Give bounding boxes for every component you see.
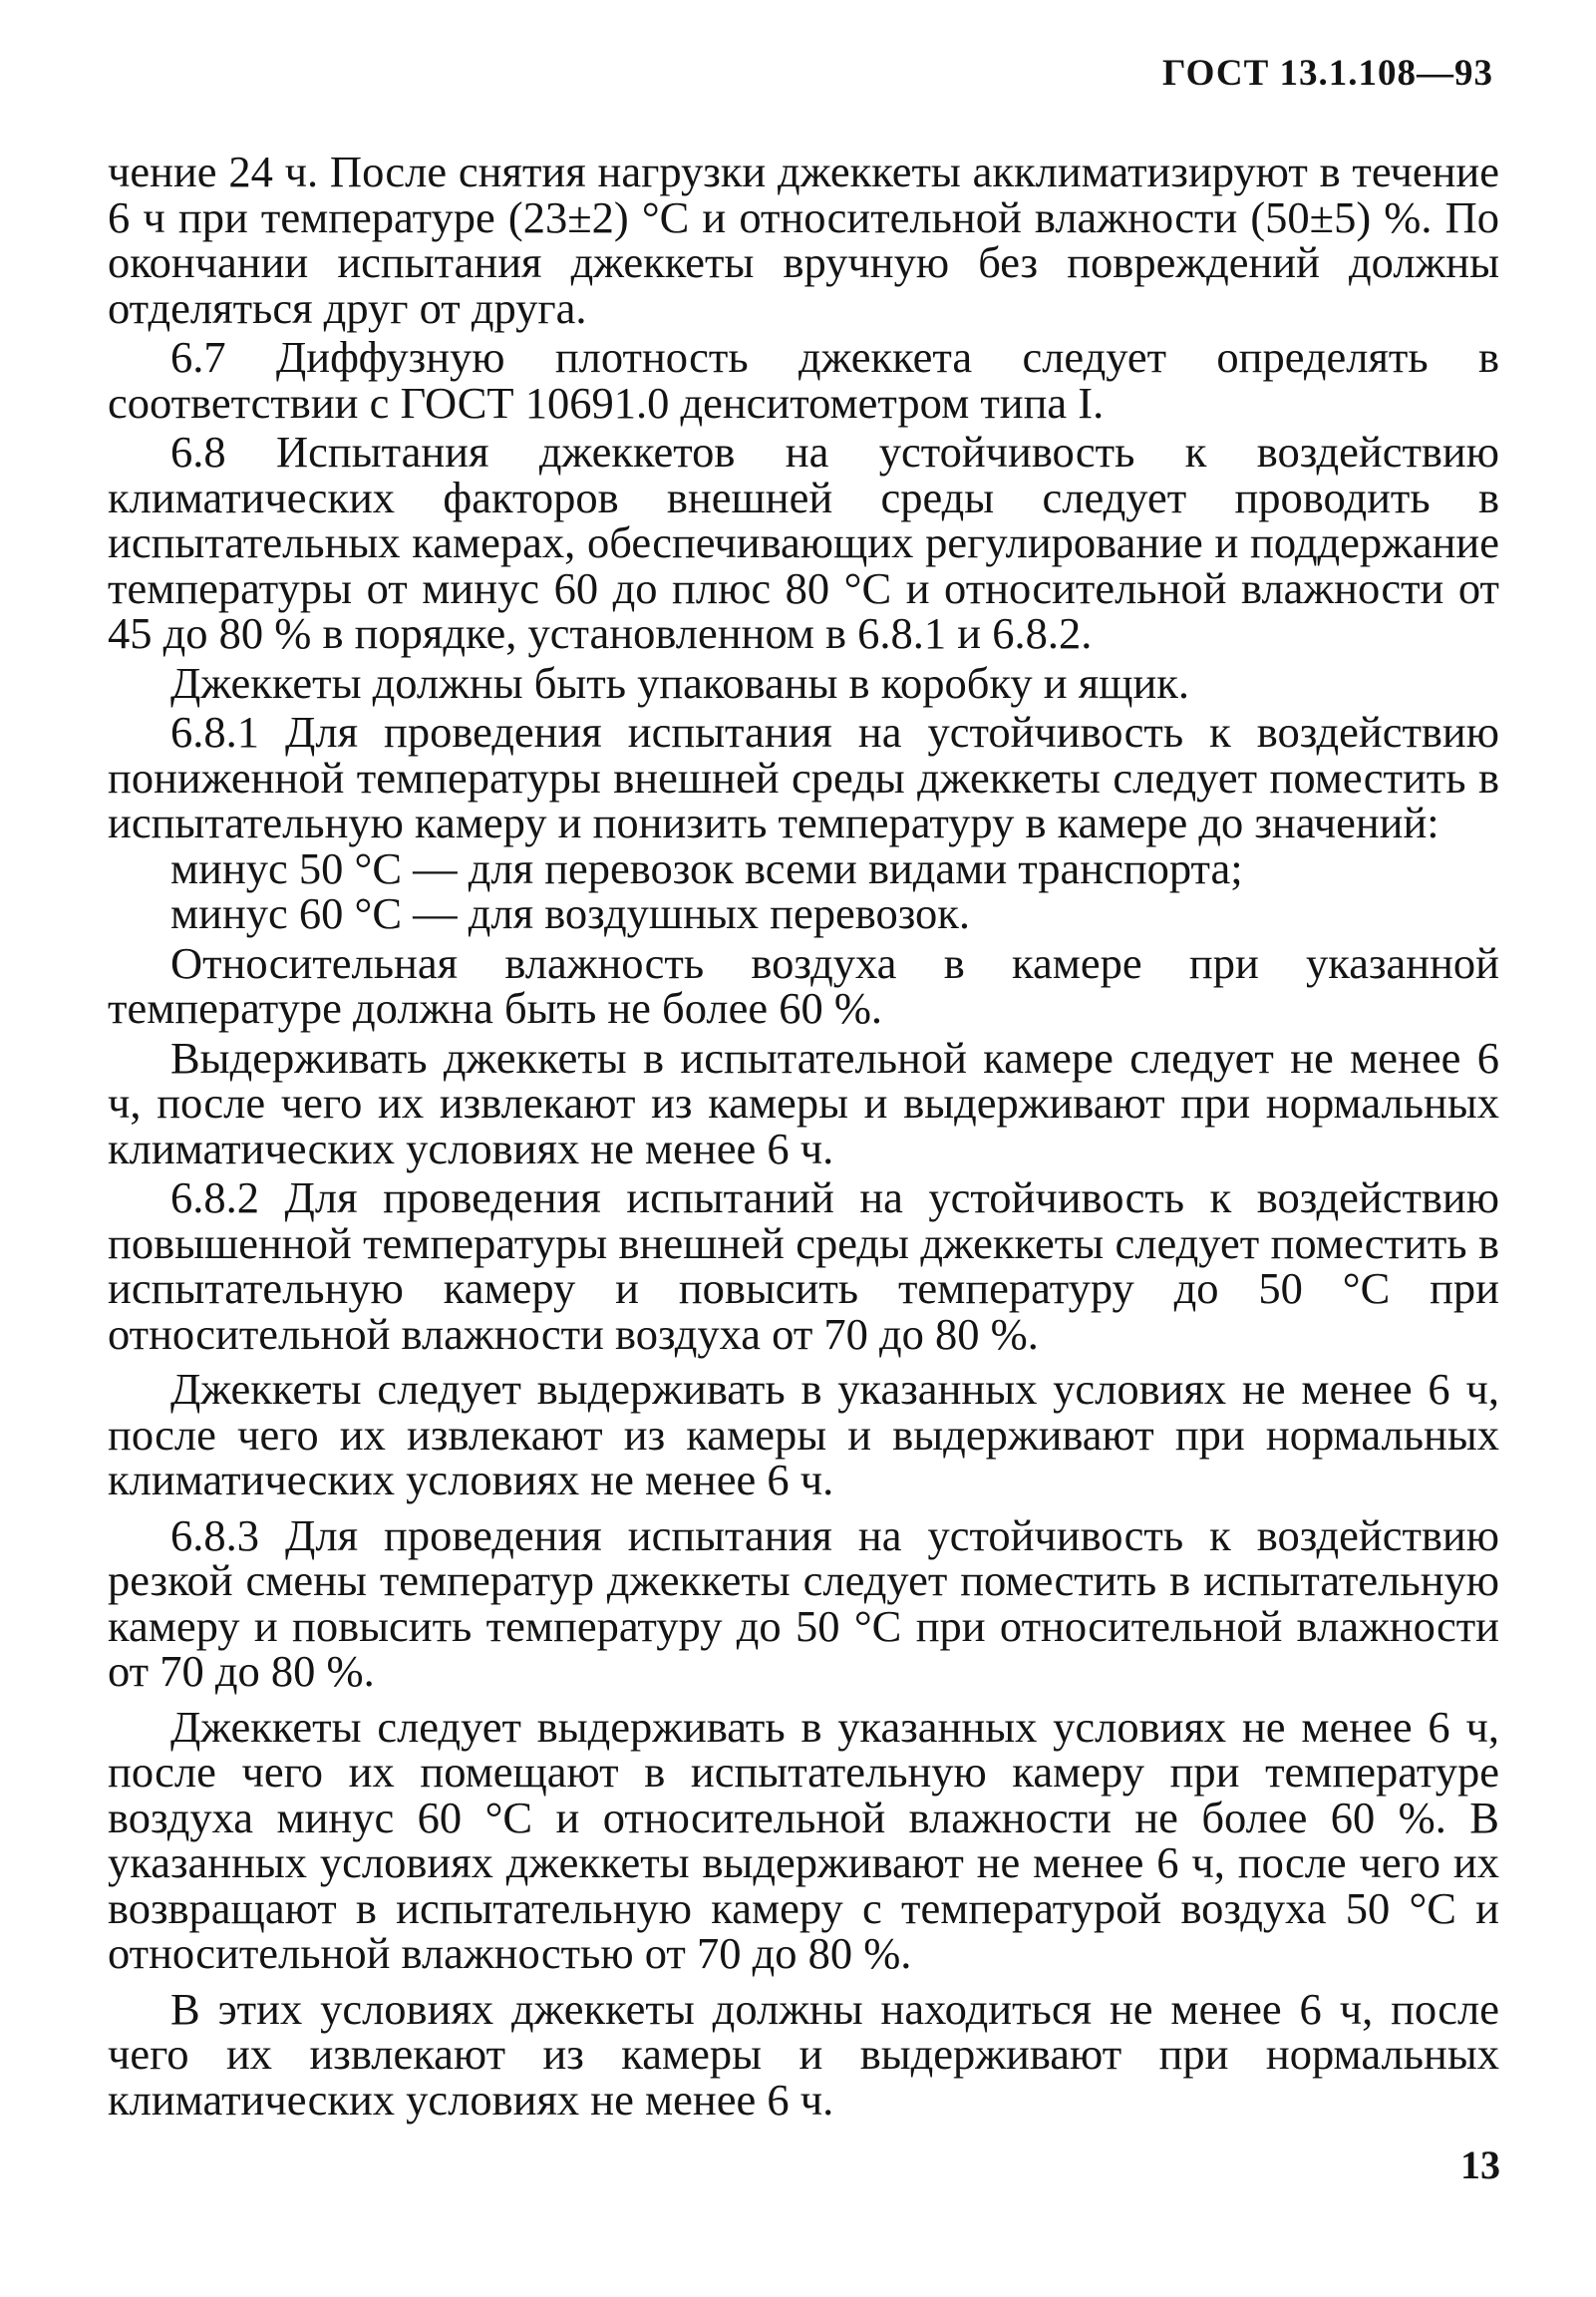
list-item-minus-50: минус 50 °С — для перевозок всеми видами транспорта; bbox=[170, 842, 1243, 893]
paragraph-6-8-1: 6.8.1 Для проведения испытания на устойчивость к воздействию пониженной температуры внешней среды джеккеты следует поместить в испытательную камеру и понизить температуру в камере до значений: bbox=[108, 707, 1499, 847]
list-item-minus-60: минус 60 °С — для воздушных перевозок. bbox=[170, 888, 971, 938]
paragraph-6-8: 6.8 Испытания джеккетов на устойчивость к воздействию климатических факторов внешней среды следует проводить в испытательных камерах, обеспечивающих регулирование и поддержание температуры от минус 60 до плюс 80 °С и относительной влажности от 45 до 80 % в порядке, установленном в 6.8.1 и 6.8.2. bbox=[108, 427, 1499, 658]
paragraph-hold-cycle: Джеккеты следует выдерживать в указанных условиях не менее 6 ч, после чего их помещают в испытательную камеру при температуре воздуха минус 60 °С и относительной влажности не более 60 %. В указанных условиях джеккеты выдерживают не менее 6 ч, после чего их возвращают в испытательную камеру с температурой воздуха 50 °С и относительной влажностью от 70 до 80 %. bbox=[108, 1701, 1499, 1978]
paragraph-humidity: Относительная влажность воздуха в камере при указанной температуре должна быть не более 60 %. bbox=[108, 937, 1499, 1033]
document-header: ГОСТ 13.1.108—93 bbox=[1162, 53, 1493, 94]
paragraph-6-8-3: 6.8.3 Для проведения испытания на устойчивость к воздействию резкой смены температур джеккеты следует поместить в испытательную камеру и повысить температуру до 50 °С при относительной влажности от 70 до 80 %. bbox=[108, 1509, 1499, 1696]
paragraph-6-7: 6.7 Диффузную плотность джеккета следует определять в соответствии с ГОСТ 10691.0 денситометром типа I. bbox=[108, 332, 1499, 428]
paragraph-hold-high-temp: Джеккеты следует выдерживать в указанных условиях не менее 6 ч, после чего их извлекают из камеры и выдерживают при нормальных климатических условиях не менее 6 ч. bbox=[108, 1364, 1499, 1504]
paragraph-final-conditions: В этих условиях джеккеты должны находиться не менее 6 ч, после чего их извлекают из камеры и выдерживают при нормальных климатических условиях не менее 6 ч. bbox=[108, 1983, 1499, 2125]
paragraph-packaging: Джеккеты должны быть упакованы в коробку и ящик. bbox=[170, 657, 1190, 708]
document-body bbox=[108, 147, 1499, 2125]
paragraph-6-8-2: 6.8.2 Для проведения испытаний на устойчивость к воздействию повышенной температуры внешней среды джеккеты следует поместить в испытательную камеру и повысить температуру до 50 °С при относительной влажности воздуха от 70 до 80 %. bbox=[108, 1172, 1499, 1359]
page-number: 13 bbox=[1460, 2142, 1500, 2187]
paragraph-continuation: чение 24 ч. После снятия нагрузки джеккеты акклиматизируют в течение 6 ч при температуре (23±2) °С и относительной влажности (50±5) %. По окончании испытания джеккеты вручную без повреждений должны отделяться друг от друга. bbox=[108, 147, 1499, 333]
paragraph-hold-low-temp: Выдерживать джеккеты в испытательной камере следует не менее 6 ч, после чего их извлекают из камеры и выдерживают при нормальных климатических условиях не менее 6 ч. bbox=[108, 1032, 1499, 1173]
